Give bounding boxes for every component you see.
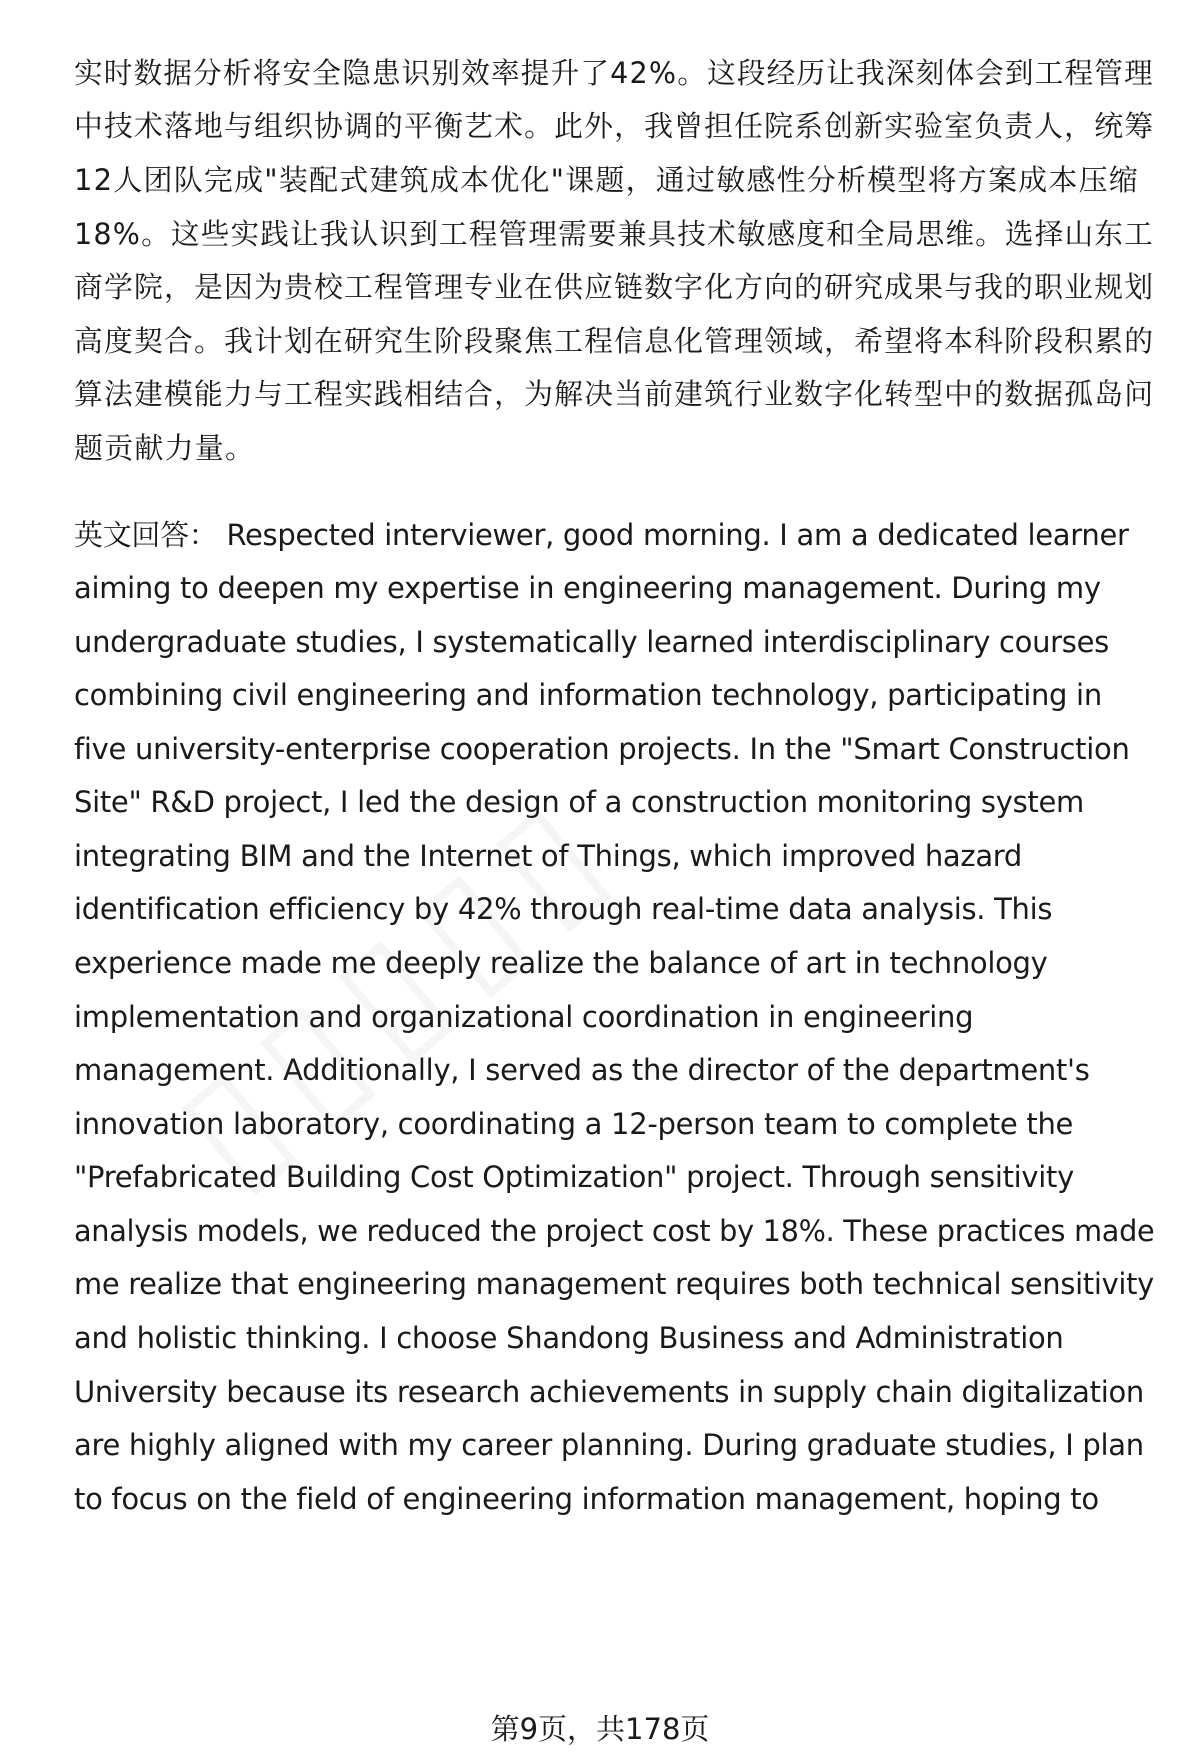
english-paragraph-line: me realize that engineering management requires both technical sensitivity [74, 1267, 1154, 1301]
english-paragraph-line: aiming to deepen my expertise in engineering management. During my [74, 571, 1101, 605]
english-paragraph-line: experience made me deeply realize the balance of art in technology [74, 946, 1048, 980]
watermark [144, 756, 649, 1219]
english-paragraph-line: are highly aligned with my career planning. During graduate studies, I plan [74, 1428, 1144, 1462]
english-paragraph-line: University because its research achievements in supply chain digitalization [74, 1375, 1144, 1409]
english-paragraph-first: Respected interviewer, good morning. I am a dedicated learner [226, 518, 1129, 552]
english-paragraph-line: "Prefabricated Building Cost Optimization" project. Through sensitivity [74, 1160, 1074, 1194]
english-paragraph-line: integrating BIM and the Internet of Things, which improved hazard [74, 839, 1023, 873]
chinese-paragraph-line: 中技术落地与组织协调的平衡艺术。此外，我曾担任院系创新实验室负责人，统筹 [74, 109, 1155, 143]
english-paragraph-line: management. Additionally, I served as the director of the department's [74, 1053, 1090, 1087]
english-paragraph-line: implementation and organizational coordination in engineering [74, 1000, 974, 1034]
english-answer-label: 英文回答： [74, 518, 218, 552]
chinese-paragraph-line: 商学院，是因为贵校工程管理专业在供应链数字化方向的研究成果与我的职业规划 [74, 270, 1155, 304]
english-paragraph-line: identification efficiency by 42% through real-time data analysis. This [74, 892, 1053, 926]
english-paragraph-line: combining civil engineering and information technology, participating in [74, 678, 1102, 712]
english-paragraph-line: and holistic thinking. I choose Shandong Business and Administration [74, 1321, 1064, 1355]
chinese-paragraph-line: 高度契合。我计划在研究生阶段聚焦工程信息化管理领域，希望将本科阶段积累的 [74, 324, 1155, 358]
english-paragraph-line: undergraduate studies, I systematically learned interdisciplinary courses [74, 625, 1109, 659]
english-paragraph-line [74, 517, 1154, 553]
english-paragraph-line: five university-enterprise cooperation projects. In the "Smart Construction [74, 732, 1130, 766]
english-paragraph-line: Site" R&D project, I led the design of a construction monitoring system [74, 785, 1084, 819]
page-number-footer: 第9页，共178页 [490, 1712, 710, 1746]
chinese-paragraph-line: 算法建模能力与工程实践相结合，为解决当前建筑行业数字化转型中的数据孤岛问 [74, 377, 1155, 411]
english-paragraph-line: to focus on the field of engineering information management, hoping to [74, 1482, 1099, 1516]
english-paragraph-line: analysis models, we reduced the project cost by 18%. These practices made [74, 1214, 1155, 1248]
chinese-paragraph-line: 实时数据分析将安全隐患识别效率提升了42%。这段经历让我深刻体会到工程管理 [74, 56, 1154, 90]
english-paragraph-line: innovation laboratory, coordinating a 12-person team to complete the [74, 1107, 1074, 1141]
chinese-paragraph-line: 18%。这些实践让我认识到工程管理需要兼具技术敏感度和全局思维。选择山东工 [74, 217, 1154, 251]
chinese-paragraph-line: 题贡献力量。 [74, 431, 256, 465]
chinese-paragraph-line: 12人团队完成"装配式建筑成本优化"课题，通过敏感性分析模型将方案成本压缩 [74, 163, 1139, 197]
